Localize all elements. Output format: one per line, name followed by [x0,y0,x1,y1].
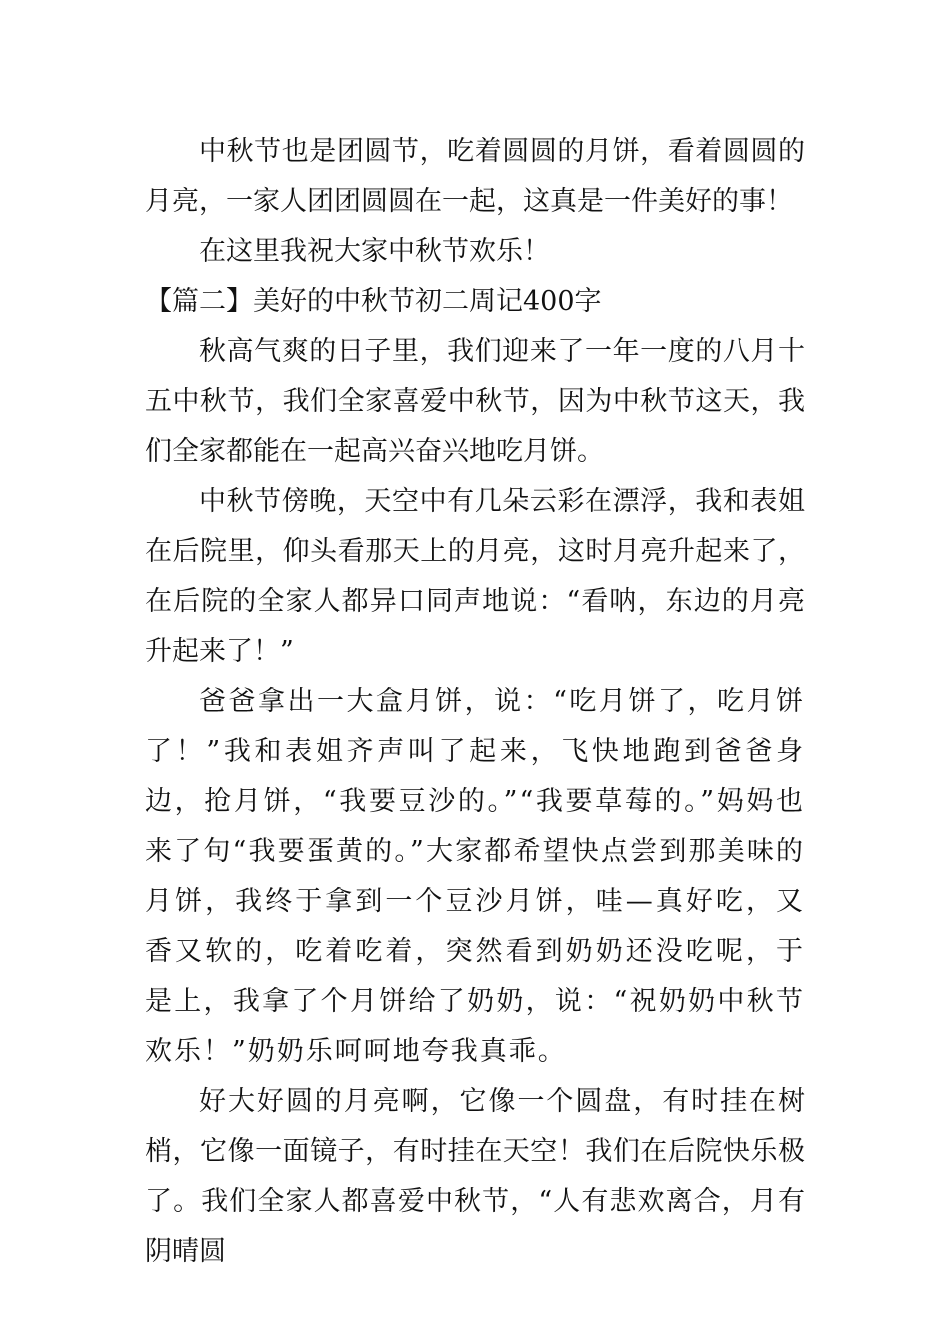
paragraph-evening: 中秋节傍晚，天空中有几朵云彩在漂浮，我和表姐在后院里，仰头看那天上的月亮，这时月亮升起来了，在后院的全家人都异口同声地说：“看呐，东边的月亮升起来了！” [145,486,805,667]
paragraph-autumn: 秋高气爽的日子里，我们迎来了一年一度的八月十五中秋节，我们全家喜爱中秋节，因为中秋节这天，我们全家都能在一起高兴奋兴地吃月饼。 [145,336,805,467]
section-heading: 【篇二】美好的中秋节初二周记400字 [145,286,602,317]
paragraph-reunion: 中秋节也是团圆节，吃着圆圆的月饼，看着圆圆的月亮，一家人团团圆圆在一起，这真是一件美好的事！ [145,136,805,217]
document-body [145,127,805,1277]
paragraph-mooncakes: 爸爸拿出一大盒月饼，说：“吃月饼了，吃月饼了！”我和表姐齐声叫了起来，飞快地跑到爸爸身边，抢月饼，“我要豆沙的。”“我要草莓的。”妈妈也来了句“我要蛋黄的。”大家都希望快点尝到那美味的月饼，我终于拿到一个豆沙月饼，哇—真好吃，又香又软的，吃着吃着，突然看到奶奶还没吃呢，于是上，我拿了个月饼给了奶奶，说：“祝奶奶中秋节欢乐！”奶奶乐呵呵地夸我真乖。 [145,686,805,1067]
paragraph-wishes: 在这里我祝大家中秋节欢乐！ [199,236,550,267]
paragraph-moon: 好大好圆的月亮啊，它像一个圆盘，有时挂在树梢，它像一面镜子，有时挂在天空！我们在后院快乐极了。我们全家人都喜爱中秋节，“人有悲欢离合，月有阴晴圆 [145,1086,805,1267]
